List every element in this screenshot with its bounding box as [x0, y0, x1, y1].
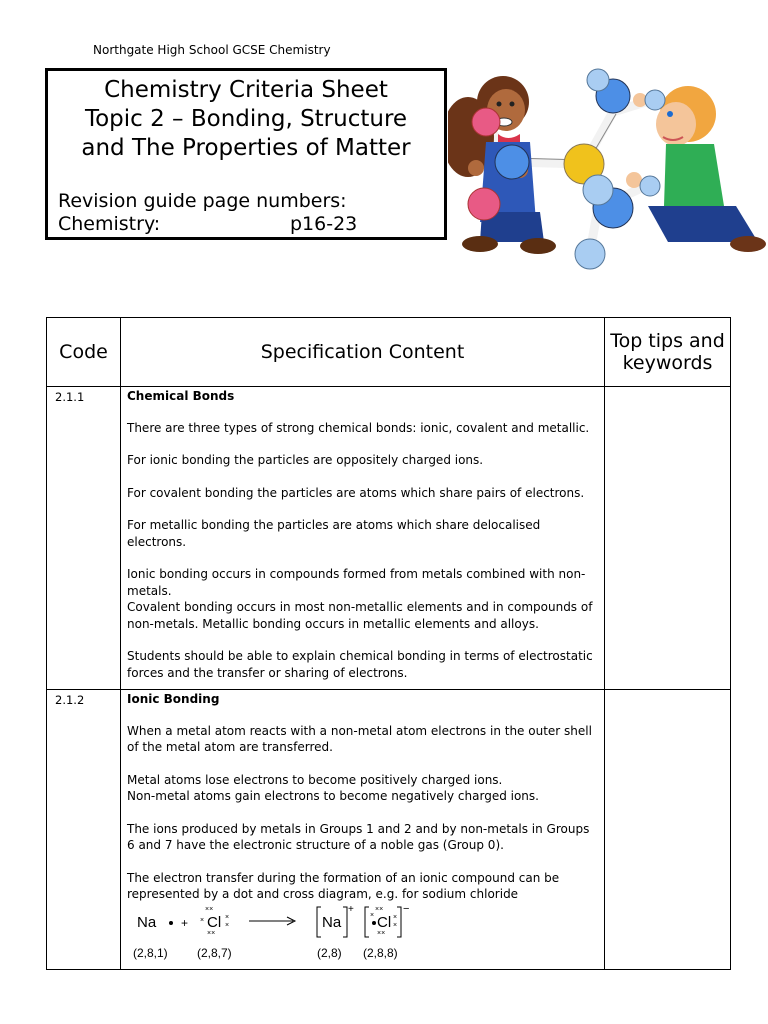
tips-cell[interactable]: [605, 690, 731, 970]
paragraph: Covalent bonding occurs in most non-metallic elements and in compounds of non-metals. Metallic bonding occurs in metallic elements and alloys.: [127, 600, 593, 631]
content-cell: [121, 690, 605, 970]
config-cl: (2,8,7): [197, 945, 232, 960]
specification-table: [46, 317, 731, 970]
paragraph: The electron transfer during the formation of an ionic compound can be represented by a dot and cross diagram, e.g. for sodium chloride: [127, 870, 560, 901]
svg-text:×: ×: [225, 921, 230, 929]
electron-dot: [169, 921, 173, 925]
na-ion-symbol: Na: [322, 913, 342, 931]
table-row: [47, 690, 731, 970]
positive-charge: +: [348, 903, 354, 915]
paragraph: Ionic bonding occurs in compounds formed from metals combined with non-metals.: [127, 567, 586, 598]
column-header-tips: Top tips and keywords: [605, 318, 731, 387]
svg-text:×: ×: [393, 921, 398, 929]
school-header: Northgate High School GCSE Chemistry: [93, 43, 331, 57]
table-row: [47, 387, 731, 690]
svg-text:×: ×: [200, 916, 205, 924]
paragraph: There are three types of strong chemical bonds: ionic, covalent and metallic.: [127, 420, 590, 435]
paragraph: The ions produced by metals in Groups 1 and 2 and by non-metals in Groups 6 and 7 have the electronic structure of a noble gas (Group 0).: [127, 821, 590, 852]
config-cl-ion: (2,8,8): [363, 945, 398, 960]
paragraph: For covalent bonding the particles are atoms which share pairs of electrons.: [127, 485, 585, 500]
title-box: [45, 68, 447, 240]
section-heading: Ionic Bonding: [127, 692, 220, 706]
paragraph: Metal atoms lose electrons to become positively charged ions.: [127, 772, 503, 787]
chemistry-label: Chemistry:: [58, 213, 161, 235]
paragraph: Students should be able to explain chemical bonding in terms of electrostatic forces and the transfer or sharing of electrons.: [127, 649, 593, 680]
column-header-content: Specification Content: [121, 318, 605, 387]
revision-label: Revision guide page numbers:: [58, 190, 347, 212]
cl-symbol: Cl: [207, 913, 222, 931]
column-header-code: Code: [47, 318, 121, 387]
paragraph: For ionic bonding the particles are oppositely charged ions.: [127, 453, 484, 467]
svg-text:×: ×: [370, 911, 375, 919]
content-cell: [121, 387, 605, 690]
negative-charge: −: [403, 902, 410, 915]
svg-text:××: ××: [377, 929, 386, 937]
code-cell: 2.1.1: [47, 387, 121, 690]
na-symbol: Na: [137, 913, 157, 931]
svg-text:××: ××: [375, 905, 384, 913]
paragraph: For metallic bonding the particles are atoms which share delocalised electrons.: [127, 518, 541, 549]
section-heading: Chemical Bonds: [127, 389, 235, 403]
sodium-chloride-dot-cross-diagram: [127, 903, 417, 965]
cl-ion-symbol: Cl: [377, 913, 392, 931]
paragraph: Non-metal atoms gain electrons to become negatively charged ions.: [127, 789, 539, 803]
title-line-3: and The Properties of Matter: [81, 135, 411, 161]
tips-cell[interactable]: [605, 387, 731, 690]
table-header-row: [47, 318, 731, 387]
svg-text:××: ××: [207, 929, 216, 937]
config-na: (2,8,1): [133, 945, 168, 960]
page-numbers: p16-23: [290, 213, 358, 235]
svg-text:××: ××: [205, 905, 214, 913]
svg-text:×: ×: [225, 913, 230, 921]
title-line-2: Topic 2 – Bonding, Structure: [84, 106, 408, 132]
plus-sign: +: [181, 915, 189, 930]
title-line-1: Chemistry Criteria Sheet: [104, 77, 388, 103]
chemistry-kids-molecule-clipart: [448, 62, 768, 277]
svg-text:×: ×: [393, 913, 398, 921]
code-cell: 2.1.2: [47, 690, 121, 970]
config-na-ion: (2,8): [317, 945, 342, 960]
paragraph: When a metal atom reacts with a non-metal atom electrons in the outer shell of the metal atom are transferred.: [127, 723, 592, 754]
